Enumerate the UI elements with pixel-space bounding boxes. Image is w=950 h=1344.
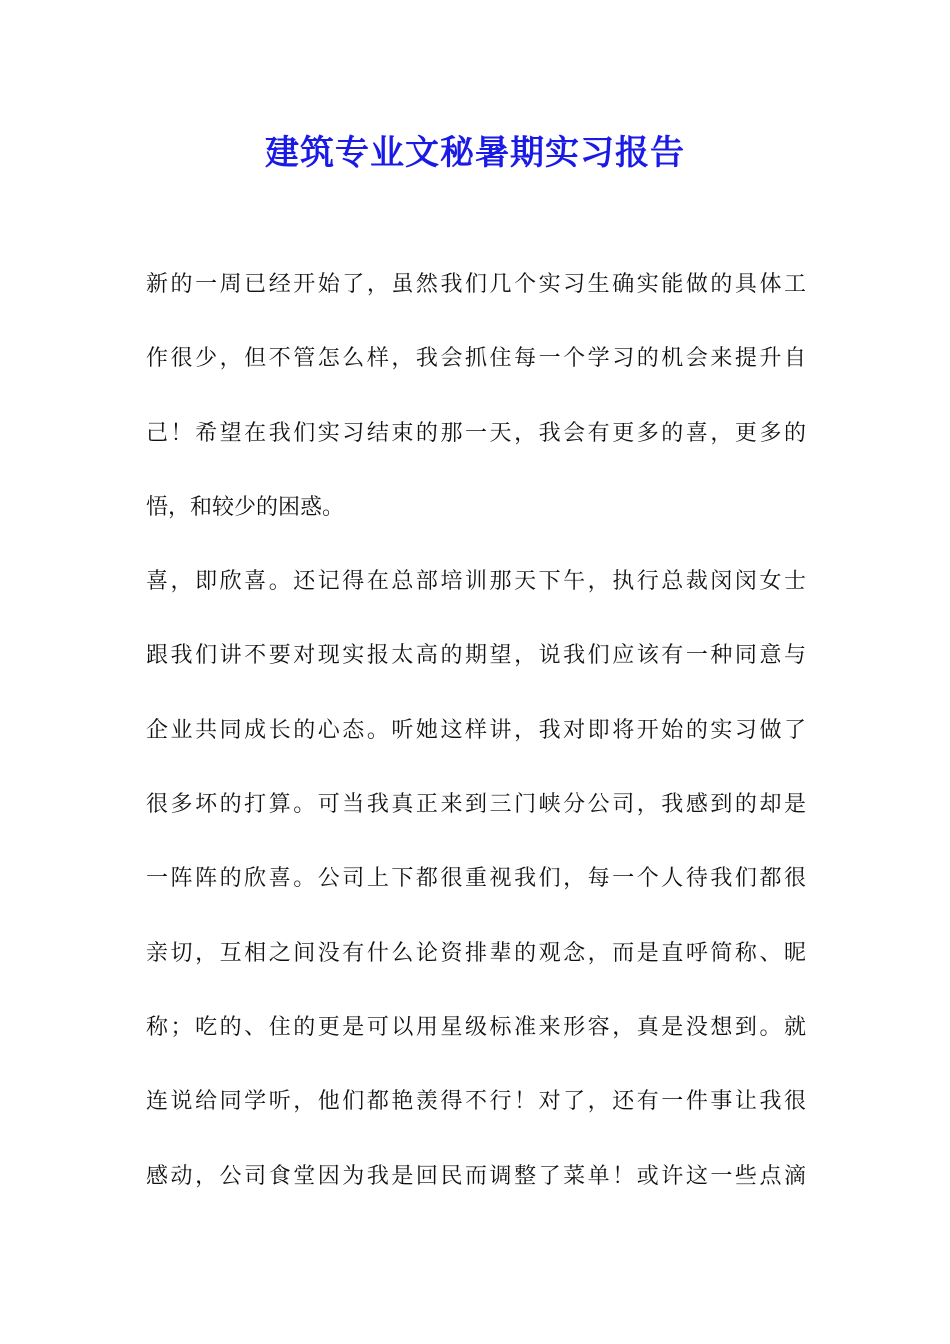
body-line: 连说给同学听，他们都艳羡得不行！对了，还有一件事让我很 (146, 1089, 806, 1115)
body-line: 企业共同成长的心态。听她这样讲，我对即将开始的实习做了 (146, 717, 806, 743)
body-line: 感动，公司食堂因为我是回民而调整了菜单！或许这一些点滴 (146, 1163, 806, 1189)
body-line: 称；吃的、住的更是可以用星级标准来形容，真是没想到。就 (146, 1014, 806, 1040)
body-line: 己！希望在我们实习结束的那一天，我会有更多的喜，更多的 (146, 420, 806, 446)
body-line: 一阵阵的欣喜。公司上下都很重视我们，每一个人待我们都很 (146, 866, 806, 892)
body-line: 很多坏的打算。可当我真正来到三门峡分公司，我感到的却是 (146, 792, 806, 818)
document-title: 建筑专业文秘暑期实习报告 (265, 133, 685, 173)
body-line: 亲切，互相之间没有什么论资排辈的观念，而是直呼简称、昵 (146, 940, 806, 966)
body-line: 新的一周已经开始了，虽然我们几个实习生确实能做的具体工 (146, 272, 806, 297)
body-line: 喜，即欣喜。还记得在总部培训那天下午，执行总裁闵闵女士 (146, 569, 806, 595)
body-line: 作很少，但不管怎么样，我会抓住每一个学习的机会来提升自 (146, 346, 806, 372)
document-body (146, 260, 806, 1226)
body-line: 悟，和较少的困惑。 (146, 494, 345, 520)
body-line: 跟我们讲不要对现实报太高的期望，说我们应该有一种同意与 (146, 643, 806, 669)
